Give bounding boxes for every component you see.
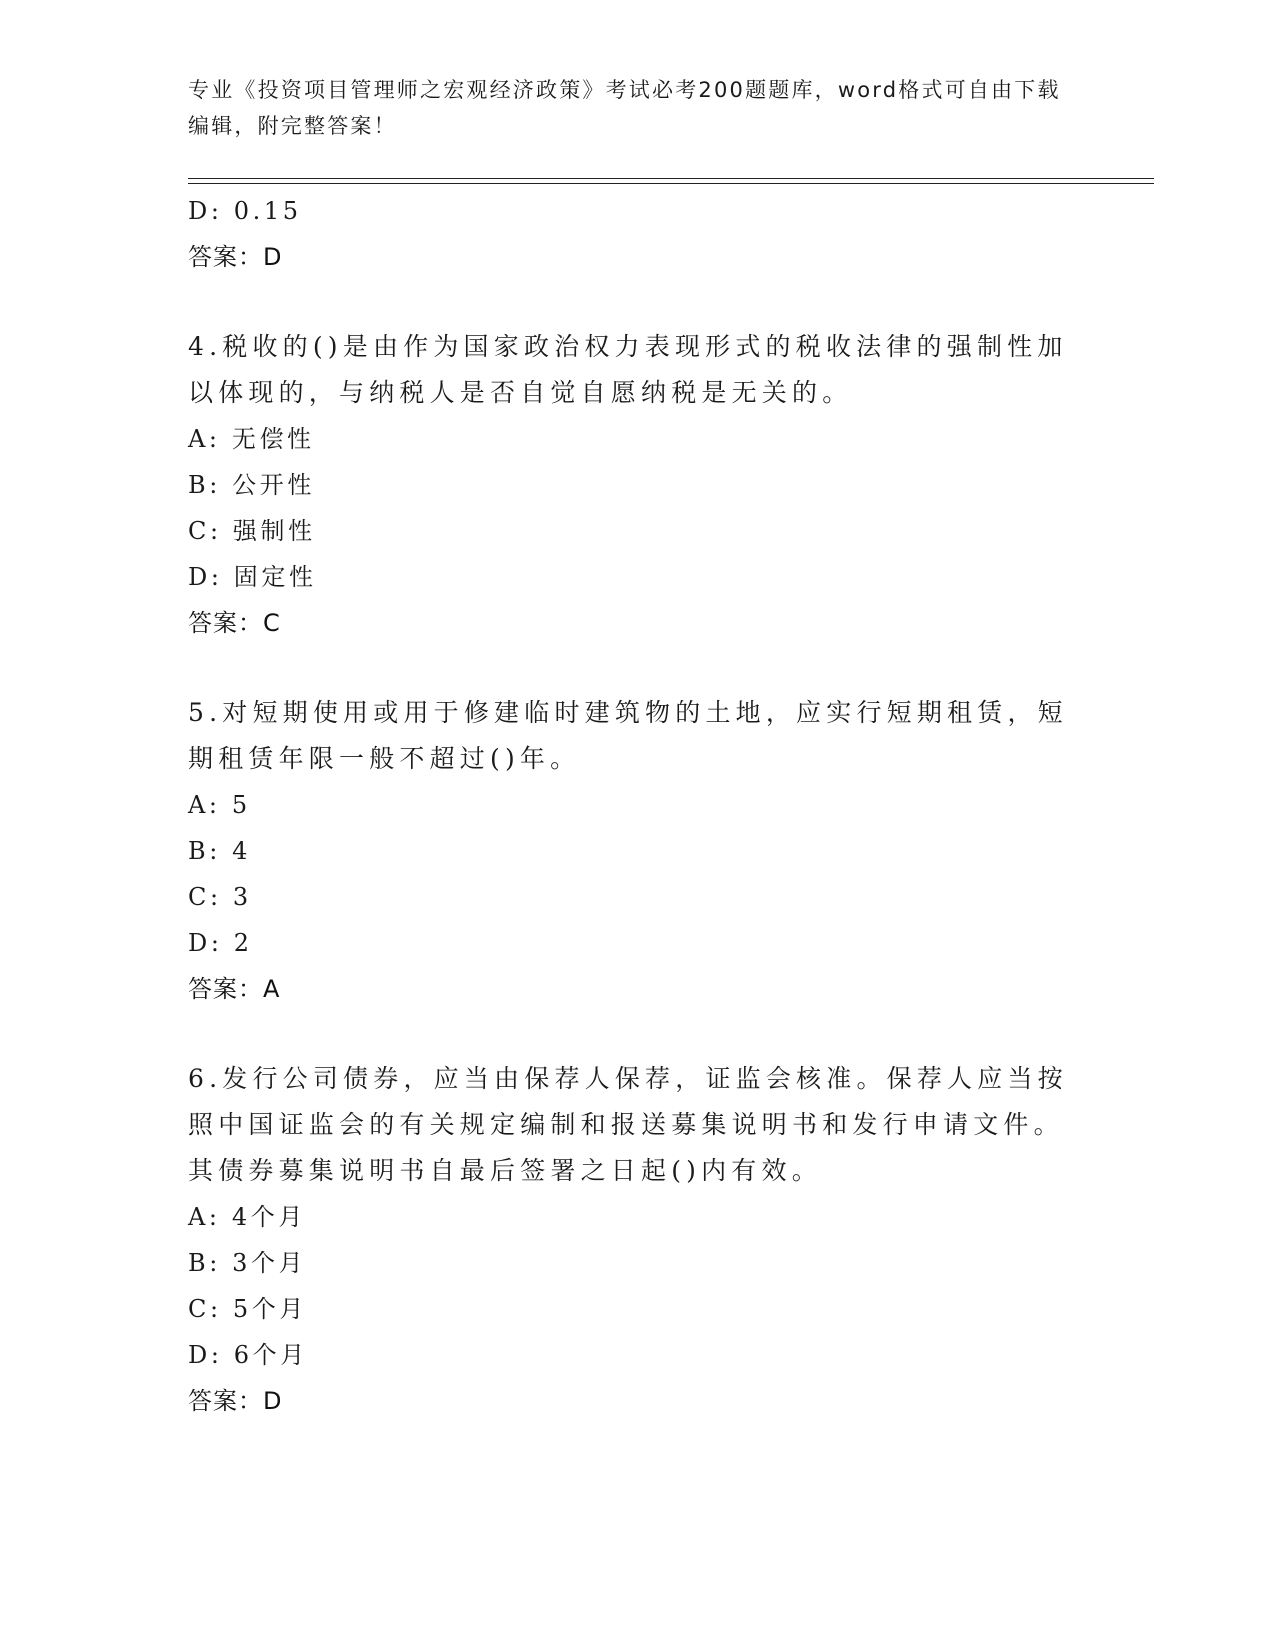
question-text: 4.税收的()是由作为国家政治权力表现形式的税收法律的强制性加以体现的，与纳税人是否自觉自愿纳税是无关的。 xyxy=(188,332,1068,407)
option-d: D: 0.15 xyxy=(188,197,302,225)
answer: 答案：A xyxy=(188,975,281,1003)
option-c: C: 强制性 xyxy=(188,517,316,545)
option-d: D: 6个月 xyxy=(188,1341,308,1369)
option-c: C: 5个月 xyxy=(188,1295,307,1323)
header-divider-top xyxy=(188,178,1154,179)
document-header: 专业《投资项目管理师之宏观经济政策》考试必考200题题库，word格式可自由下载编辑，附完整答案！ xyxy=(188,78,1061,138)
option-b: B: 3个月 xyxy=(188,1249,307,1277)
option-b: B: 4 xyxy=(188,837,252,865)
question-6 xyxy=(188,1056,1088,1424)
question-text: 6.发行公司债券，应当由保荐人保荐，证监会核准。保荐人应当按照中国证监会的有关规定编制和报送募集说明书和发行申请文件。其债券募集说明书自最后签署之日起()内有效。 xyxy=(188,1064,1068,1185)
question-3-tail xyxy=(188,188,1088,280)
option-a: A: 5 xyxy=(188,791,251,819)
question-text: 5.对短期使用或用于修建临时建筑物的土地，应实行短期租赁，短期租赁年限一般不超过()年。 xyxy=(188,698,1068,773)
question-4 xyxy=(188,324,1088,646)
question-list xyxy=(188,188,1088,1424)
option-a: A: 无偿性 xyxy=(188,425,315,453)
option-b: B: 公开性 xyxy=(188,471,315,499)
answer: 答案：D xyxy=(188,243,283,271)
option-d: D: 固定性 xyxy=(188,563,317,591)
option-c: C: 3 xyxy=(188,883,252,911)
answer: 答案：D xyxy=(188,1387,283,1415)
answer: 答案：C xyxy=(188,609,281,637)
header-divider-bottom xyxy=(188,183,1154,184)
question-5 xyxy=(188,690,1088,1012)
option-a: A: 4个月 xyxy=(188,1203,306,1231)
option-d: D: 2 xyxy=(188,929,253,957)
